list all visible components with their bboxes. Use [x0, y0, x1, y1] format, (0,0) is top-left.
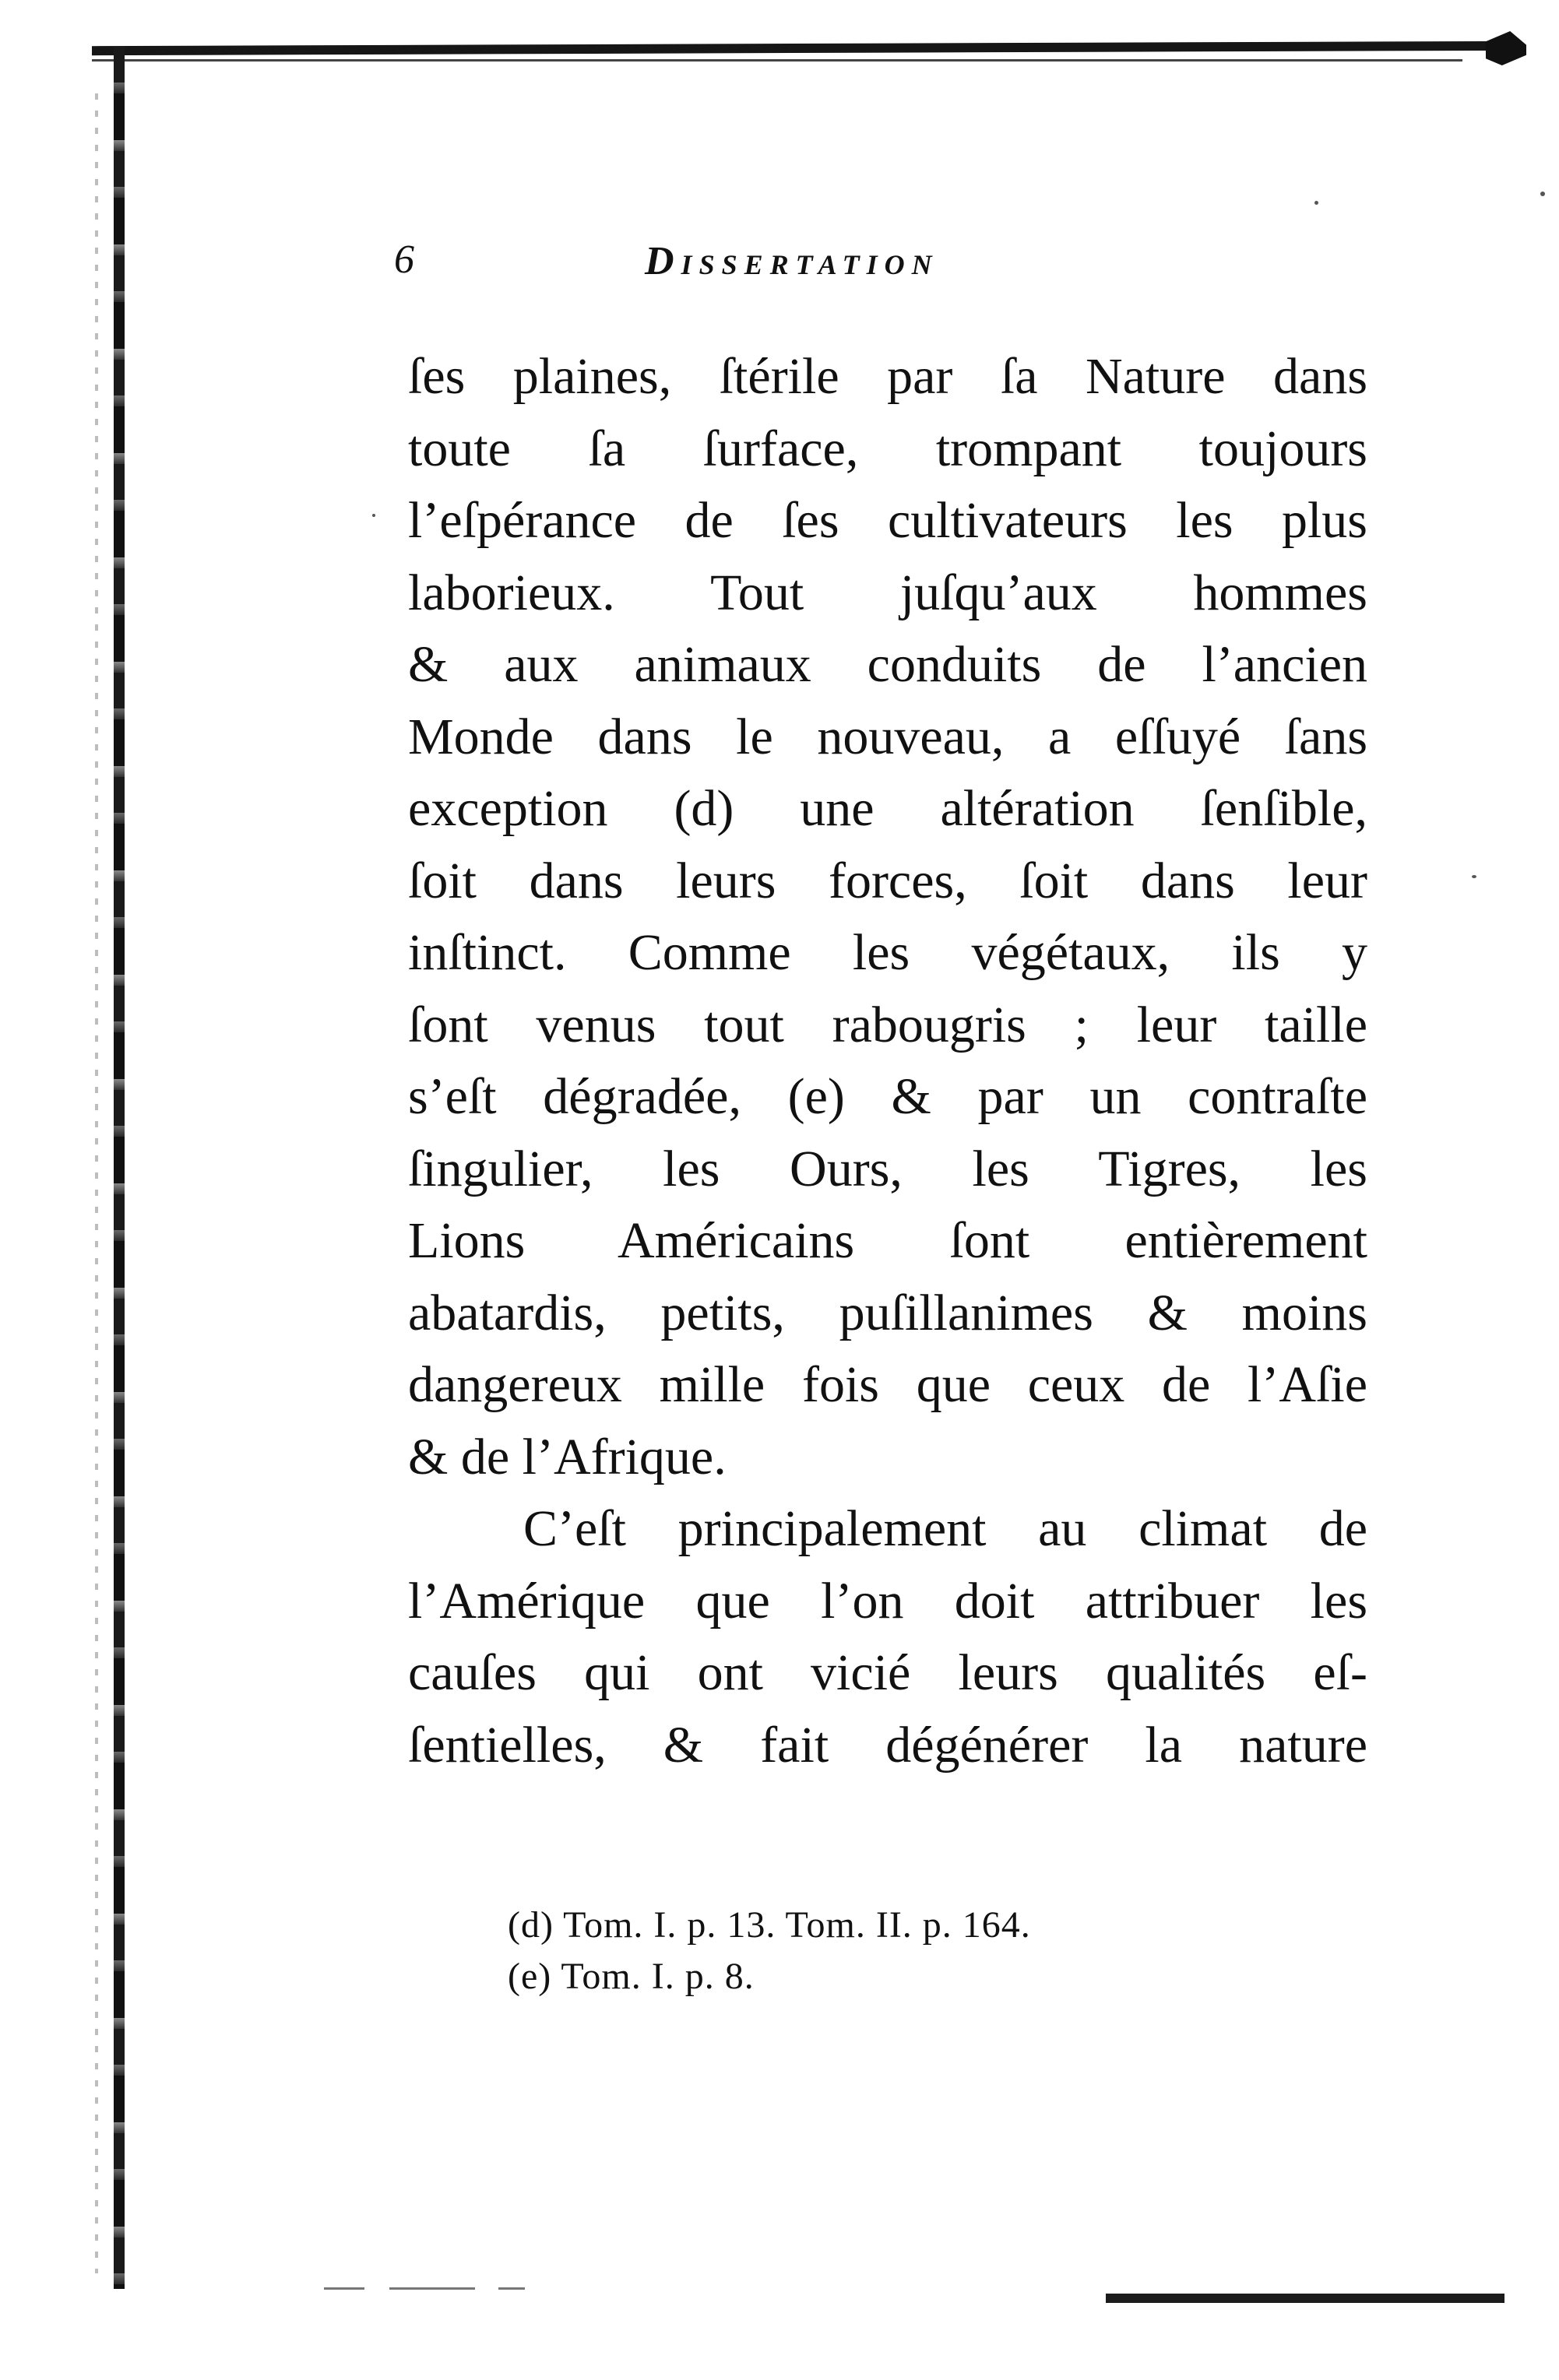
scan-speck	[1540, 192, 1545, 196]
body-text	[408, 341, 1367, 1781]
text-line: ſingulier, les Ours, les Tigres, les	[408, 1140, 1367, 1197]
bottom-dash-mark	[324, 2287, 364, 2290]
text-line: & aux animaux conduits de l’ancien	[408, 636, 1367, 693]
left-binding-shadow	[95, 93, 98, 2273]
text-line: s’eſt dégradée, (e) & par un contraſte	[408, 1068, 1367, 1125]
footnote-e: (e) Tom. I. p. 8.	[508, 1956, 755, 1997]
top-border-rule-thin	[92, 59, 1462, 62]
text-line: exception (d) une altération ſenſible,	[408, 780, 1367, 837]
text-line: laborieux. Tout juſqu’aux hommes	[408, 564, 1367, 621]
bottom-dash-mark	[498, 2287, 525, 2290]
top-border-rule	[92, 41, 1517, 55]
corner-scan-mark	[1486, 31, 1526, 65]
text-line: abatardis, petits, puſillanimes & moins	[408, 1284, 1367, 1341]
bottom-border-rule	[1106, 2294, 1504, 2303]
text-line: inſtinct. Comme les végétaux, ils y	[408, 924, 1367, 981]
bottom-dash-mark	[389, 2287, 475, 2290]
page-number: 6	[394, 237, 414, 282]
paragraph-first-line: C’eſt principalement au climat de	[523, 1500, 1367, 1557]
text-line: ſentielles, & fait dégénérer la nature	[408, 1716, 1367, 1774]
running-head: Dissertation	[645, 239, 939, 283]
scan-speck	[1314, 201, 1318, 205]
text-line: l’eſpérance de ſes cultivateurs les plus	[408, 492, 1367, 549]
footnote-d: (d) Tom. I. p. 13. Tom. II. p. 164.	[508, 1904, 1031, 1946]
text-line: ſoit dans leurs forces, ſoit dans leur	[408, 852, 1367, 909]
text-line: & de l’Afrique.	[408, 1428, 727, 1485]
text-line: ſes plaines, ſtérile par ſa Nature dans	[408, 348, 1367, 405]
text-line: Monde dans le nouveau, a eſſuyé ſans	[408, 708, 1367, 765]
text-line: cauſes qui ont vicié leurs qualités eſ-	[408, 1644, 1367, 1701]
footnotes	[508, 1900, 1286, 2002]
text-line: dangereux mille fois que ceux de l’Aſie	[408, 1356, 1367, 1413]
page-header	[394, 227, 1157, 297]
text-line: ſont venus tout rabougris ; leur taille	[408, 996, 1367, 1053]
text-line: l’Amérique que l’on doit attribuer les	[408, 1572, 1367, 1629]
text-line: Lions Américains ſont entièrement	[408, 1212, 1367, 1269]
scan-speck	[1472, 875, 1476, 878]
left-binding-edge	[114, 47, 125, 2289]
scan-speck	[372, 514, 375, 517]
text-line: toute ſa ſurface, trompant toujours	[408, 420, 1367, 477]
